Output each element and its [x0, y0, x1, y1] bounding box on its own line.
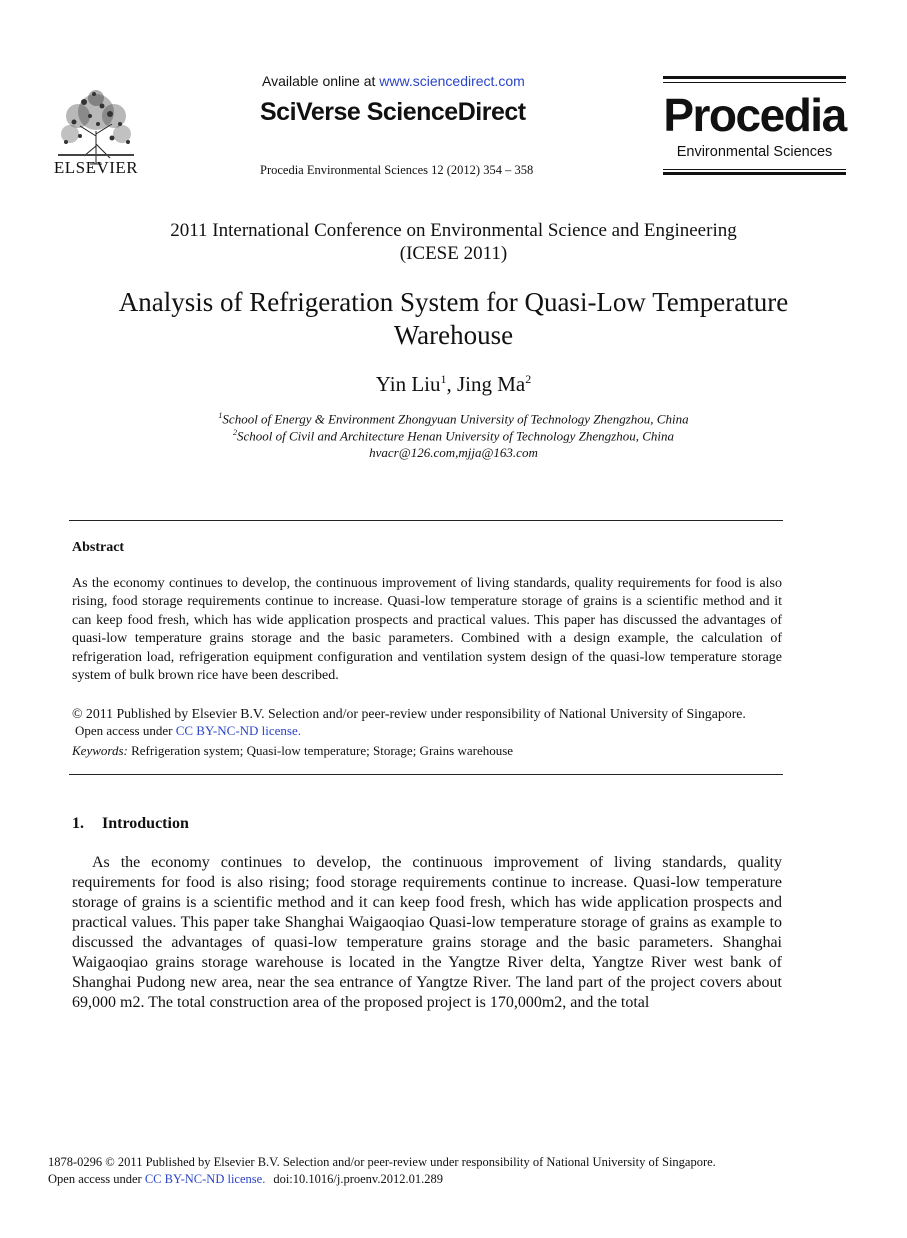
journal-reference: Procedia Environmental Sciences 12 (2012) 354 – 358: [260, 163, 534, 177]
procedia-top-thin-bar: [663, 82, 846, 83]
paper-title-line2: Warehouse: [393, 320, 514, 350]
affiliation-1: [0, 411, 907, 427]
affiliation-2-mark: 2: [232, 428, 237, 437]
procedia-top-bar: [663, 76, 846, 79]
footer-license-link[interactable]: CC BY-NC-ND license.: [144, 1172, 266, 1186]
affiliation-2: [0, 428, 907, 444]
sciverse-sciencedirect-logo: SciVerse ScienceDirect: [260, 98, 526, 126]
footer-open-access-prefix: Open access under: [48, 1172, 145, 1186]
elsevier-wordmark: ELSEVIER: [53, 158, 139, 177]
conference-name-line2: (ICESE 2011): [399, 243, 508, 264]
footer-copyright: 1878-0296 © 2011 Published by Elsevier B.V. Selection and/or peer-review under responsibility of National University of Singapore.: [48, 1155, 716, 1169]
affiliation-1-text: School of Energy & Environment Zhongyuan University of Technology Zhengzhou, China: [222, 411, 689, 427]
keywords-label: Keywords:: [72, 743, 128, 758]
section-heading-introduction: [72, 815, 189, 833]
author-1: Yin Liu: [375, 372, 441, 396]
procedia-bottom-thin-bar: [663, 169, 846, 170]
author-1-affiliation-mark: 1: [440, 372, 447, 386]
open-access-prefix: Open access under: [75, 723, 176, 738]
sciencedirect-link[interactable]: www.sciencedirect.com: [379, 73, 525, 89]
procedia-logo: [663, 76, 846, 176]
available-online-line: [262, 73, 525, 89]
license-link[interactable]: CC BY-NC-ND license.: [175, 723, 302, 738]
author-2-affiliation-mark: 2: [525, 372, 532, 386]
procedia-wordmark: Procedia: [663, 89, 846, 141]
abstract-body: As the economy continues to develop, the continuous improvement of living standards, quality requirements for food is also rising, food storage requirements continue to increase. Quasi-low temperature storage of grains is a scientific method and it can keep food fresh, which has wide application prospects and practical values. This paper has discussed the advantages of quasi-low temperature grains storage and the basic parameters. Combined with a design example, the calculation of refrigeration load, refrigeration equipment configuration and ventilation system design of the quasi-low temperature storage system of bulk brown rice have been described.: [72, 576, 782, 684]
affiliation-2-text: School of Civil and Architecture Henan University of Technology Zhengzhou, China: [236, 428, 675, 444]
abstract-copyright: © 2011 Published by Elsevier B.V. Selection and/or peer-review under responsibility of National University of Singapore.: [72, 706, 746, 721]
affiliation-1-mark: 1: [218, 411, 223, 420]
footer-doi[interactable]: doi:10.1016/j.proenv.2012.01.289: [273, 1172, 443, 1186]
abstract-bottom-rule: [69, 774, 783, 775]
author-2: Jing Ma: [457, 372, 526, 396]
author-emails: hvacr@126.com,mjja@163.com: [369, 445, 538, 460]
procedia-bottom-bar: [663, 172, 846, 175]
introduction-paragraph: As the economy continues to develop, the continuous improvement of living standards, quality requirements for food is also rising; food storage requirements continue to increase. Quasi-low temperature storage of grains is a scientific method and it can keep food fresh, which has wide application prospects and practical values. This paper take Shanghai Waigaoqiao Quasi-low temperature storage of grains as example to discussed the advantages of quasi-low temperature grains storage and the basic parameters. Shanghai Waigaoqiao grains storage warehouse is located in the Yangtze River delta, Yangtze River west bank of Shanghai Pudong new area, near the sea entrance of Yangtze River. The land part of the project covers about 69,000 m2. The total construction area of the proposed project is 170,000m2, and the total: [72, 854, 782, 1011]
conference-name-line1: 2011 International Conference on Environmental Science and Engineering: [170, 220, 737, 241]
available-prefix: Available online at: [262, 73, 380, 89]
author-separator: ,: [446, 372, 457, 396]
abstract-top-rule: [69, 520, 783, 521]
footer-license-doi: [48, 1172, 443, 1187]
procedia-subtitle: Environmental Sciences: [676, 144, 833, 160]
author-list: [0, 372, 907, 397]
abstract-heading: Abstract: [72, 540, 125, 555]
keywords-line: [72, 743, 513, 759]
section-title: Introduction: [102, 815, 189, 832]
abstract-open-access: [75, 723, 301, 739]
section-number: 1.: [72, 815, 84, 832]
keywords-list: Refrigeration system; Quasi-low temperature; Storage; Grains warehouse: [127, 743, 514, 758]
paper-title-line1: Analysis of Refrigeration System for Quasi-Low Temperature: [118, 287, 789, 317]
